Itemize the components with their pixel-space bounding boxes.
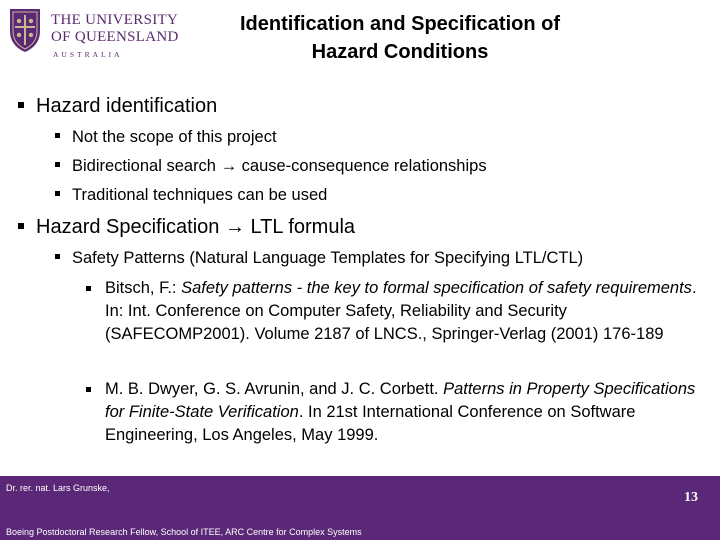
bullet-square-icon	[55, 162, 60, 167]
bullet-label: Not the scope of this project	[72, 128, 277, 146]
bullet-hazard-identification	[18, 95, 217, 118]
slide-title-line1: Identification and Specification of	[239, 13, 561, 35]
reference-dwyer	[86, 378, 706, 447]
university-logo	[0, 0, 179, 70]
arrow-right-icon: →	[224, 216, 245, 238]
bullet-label: Hazard identification	[36, 95, 218, 117]
reference-bitsch	[86, 277, 706, 346]
sub-bullet-safety-patterns	[55, 249, 583, 268]
university-crest-icon	[8, 7, 42, 53]
slide-title-line2: Hazard Conditions	[311, 41, 489, 63]
logo-line1: THE UNIVERSITY	[51, 12, 179, 28]
sub-bullet-traditional-techniques	[55, 186, 327, 205]
footer-position: Boeing Postdoctoral Research Fellow, School of ITEE, ARC Centre for Complex Systems	[6, 527, 362, 537]
reference-authors: M. B. Dwyer, G. S. Avrunin, and J. C. Corbett.	[105, 380, 444, 398]
bullet-square-icon	[18, 223, 24, 229]
bullet-label: Safety Patterns (Natural Language Templates for Specifying LTL/CTL)	[72, 249, 584, 267]
slide-footer	[0, 476, 720, 540]
sub-bullet-bidirectional-search	[55, 157, 487, 176]
reference-authors: Bitsch, F.:	[105, 279, 182, 297]
bullet-square-icon	[55, 254, 60, 259]
reference-details: . In 21st International Conference on Software Engineering, Los Angeles, May 1999.	[105, 403, 636, 444]
bullet-label-end: LTL formula	[244, 216, 356, 238]
reference-details: . In: Int. Conference on Computer Safety, Reliability and Security (SAFECOMP2001). Volume 2187 of LNCS., Springer-Verlag (2001) 176-189	[105, 279, 697, 343]
bullet-label-start: Hazard Specification	[36, 216, 225, 238]
bullet-square-icon	[55, 133, 60, 138]
slide-title	[180, 10, 620, 66]
bullet-label: Traditional techniques can be used	[72, 186, 328, 204]
sub-bullet-not-scope	[55, 128, 277, 147]
logo-line3: AUSTRALIA	[53, 50, 123, 59]
bullet-hazard-specification	[18, 216, 355, 239]
logo-line2: OF QUEENSLAND	[51, 29, 179, 45]
reference-title: Patterns in Property Specifications for Finite-State Verification	[105, 380, 696, 421]
reference-title: Safety patterns - the key to formal specification of safety requirements	[181, 279, 692, 297]
bullet-square-icon	[86, 387, 91, 392]
slide-header	[0, 0, 720, 72]
bullet-square-icon	[18, 102, 24, 108]
bullet-square-icon	[86, 286, 91, 291]
bullet-square-icon	[55, 191, 60, 196]
footer-author: Dr. rer. nat. Lars Grunske,	[6, 483, 110, 493]
bullet-label: Bidirectional search → cause-consequence relationships	[72, 157, 487, 175]
page-number: 13	[684, 490, 698, 505]
